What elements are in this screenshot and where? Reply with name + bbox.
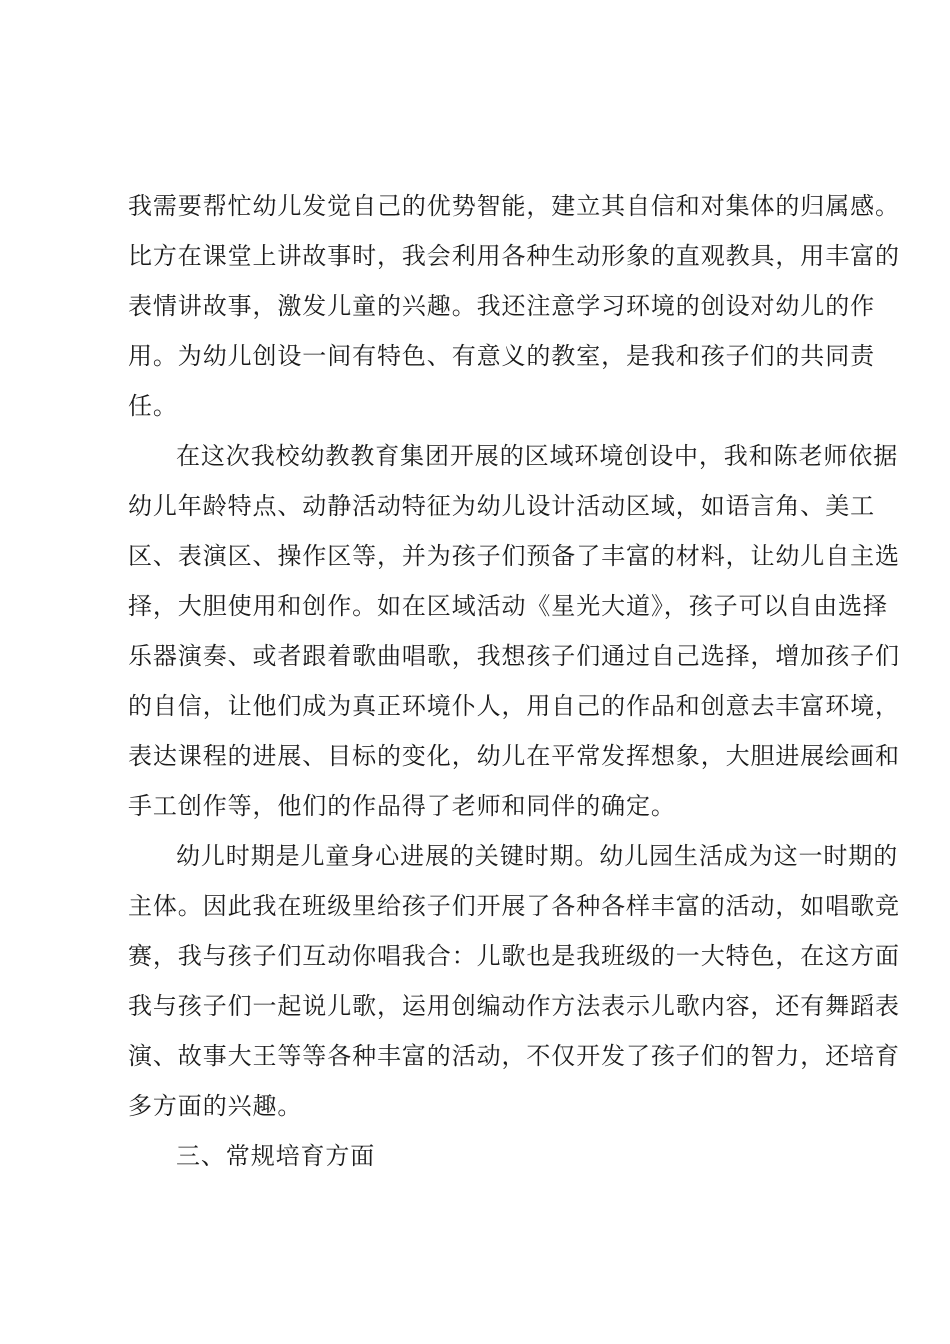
text-line: 乐器演奏、或者跟着歌曲唱歌，我想孩子们通过自己选择，增加孩子们: [128, 642, 900, 670]
text-line: 手工创作等，他们的作品得了老师和同伴的确定。: [128, 792, 676, 820]
text-line: 赛，我与孩子们互动你唱我合：儿歌也是我班级的一大特色，在这方面: [128, 942, 900, 970]
text-line: 演、故事大王等等各种丰富的活动，不仅开发了孩子们的智力，还培育: [128, 1042, 900, 1070]
text-line: 表情讲故事，激发儿童的兴趣。我还注意学习环境的创设对幼儿的作: [128, 292, 875, 320]
text-line: 主体。因此我在班级里给孩子们开展了各种各样丰富的活动，如唱歌竞: [128, 892, 900, 920]
text-line: 区、表演区、操作区等，并为孩子们预备了丰富的材料，让幼儿自主选: [128, 542, 900, 570]
text-line: 多方面的兴趣。: [128, 1092, 303, 1120]
text-line: 的自信，让他们成为真正环境仆人，用自己的作品和创意去丰富环境，: [128, 692, 900, 720]
heading-line: 三、常规培育方面: [176, 1142, 376, 1170]
text-line: 我需要帮忙幼儿发觉自己的优势智能，建立其自信和对集体的归属感。: [128, 192, 900, 220]
text-line: 表达课程的进展、目标的变化，幼儿在平常发挥想象，大胆进展绘画和: [128, 742, 900, 770]
text-line: 比方在课堂上讲故事时，我会利用各种生动形象的直观教具，用丰富的: [128, 242, 900, 270]
text-line: 用。为幼儿创设一间有特色、有意义的教室，是我和孩子们的共同责: [128, 342, 875, 370]
text-line: 幼儿时期是儿童身心进展的关键时期。幼儿园生活成为这一时期的: [176, 842, 899, 870]
text-line: 在这次我校幼教教育集团开展的区域环境创设中，我和陈老师依据: [176, 442, 899, 470]
text-line: 幼儿年龄特点、动静活动特征为幼儿设计活动区域，如语言角、美工: [128, 492, 875, 520]
text-line: 择，大胆使用和创作。如在区域活动《星光大道》，孩子可以自由选择: [128, 592, 888, 620]
text-line: 我与孩子们一起说儿歌，运用创编动作方法表示儿歌内容，还有舞蹈表: [128, 992, 900, 1020]
text-line: 任。: [128, 392, 178, 420]
